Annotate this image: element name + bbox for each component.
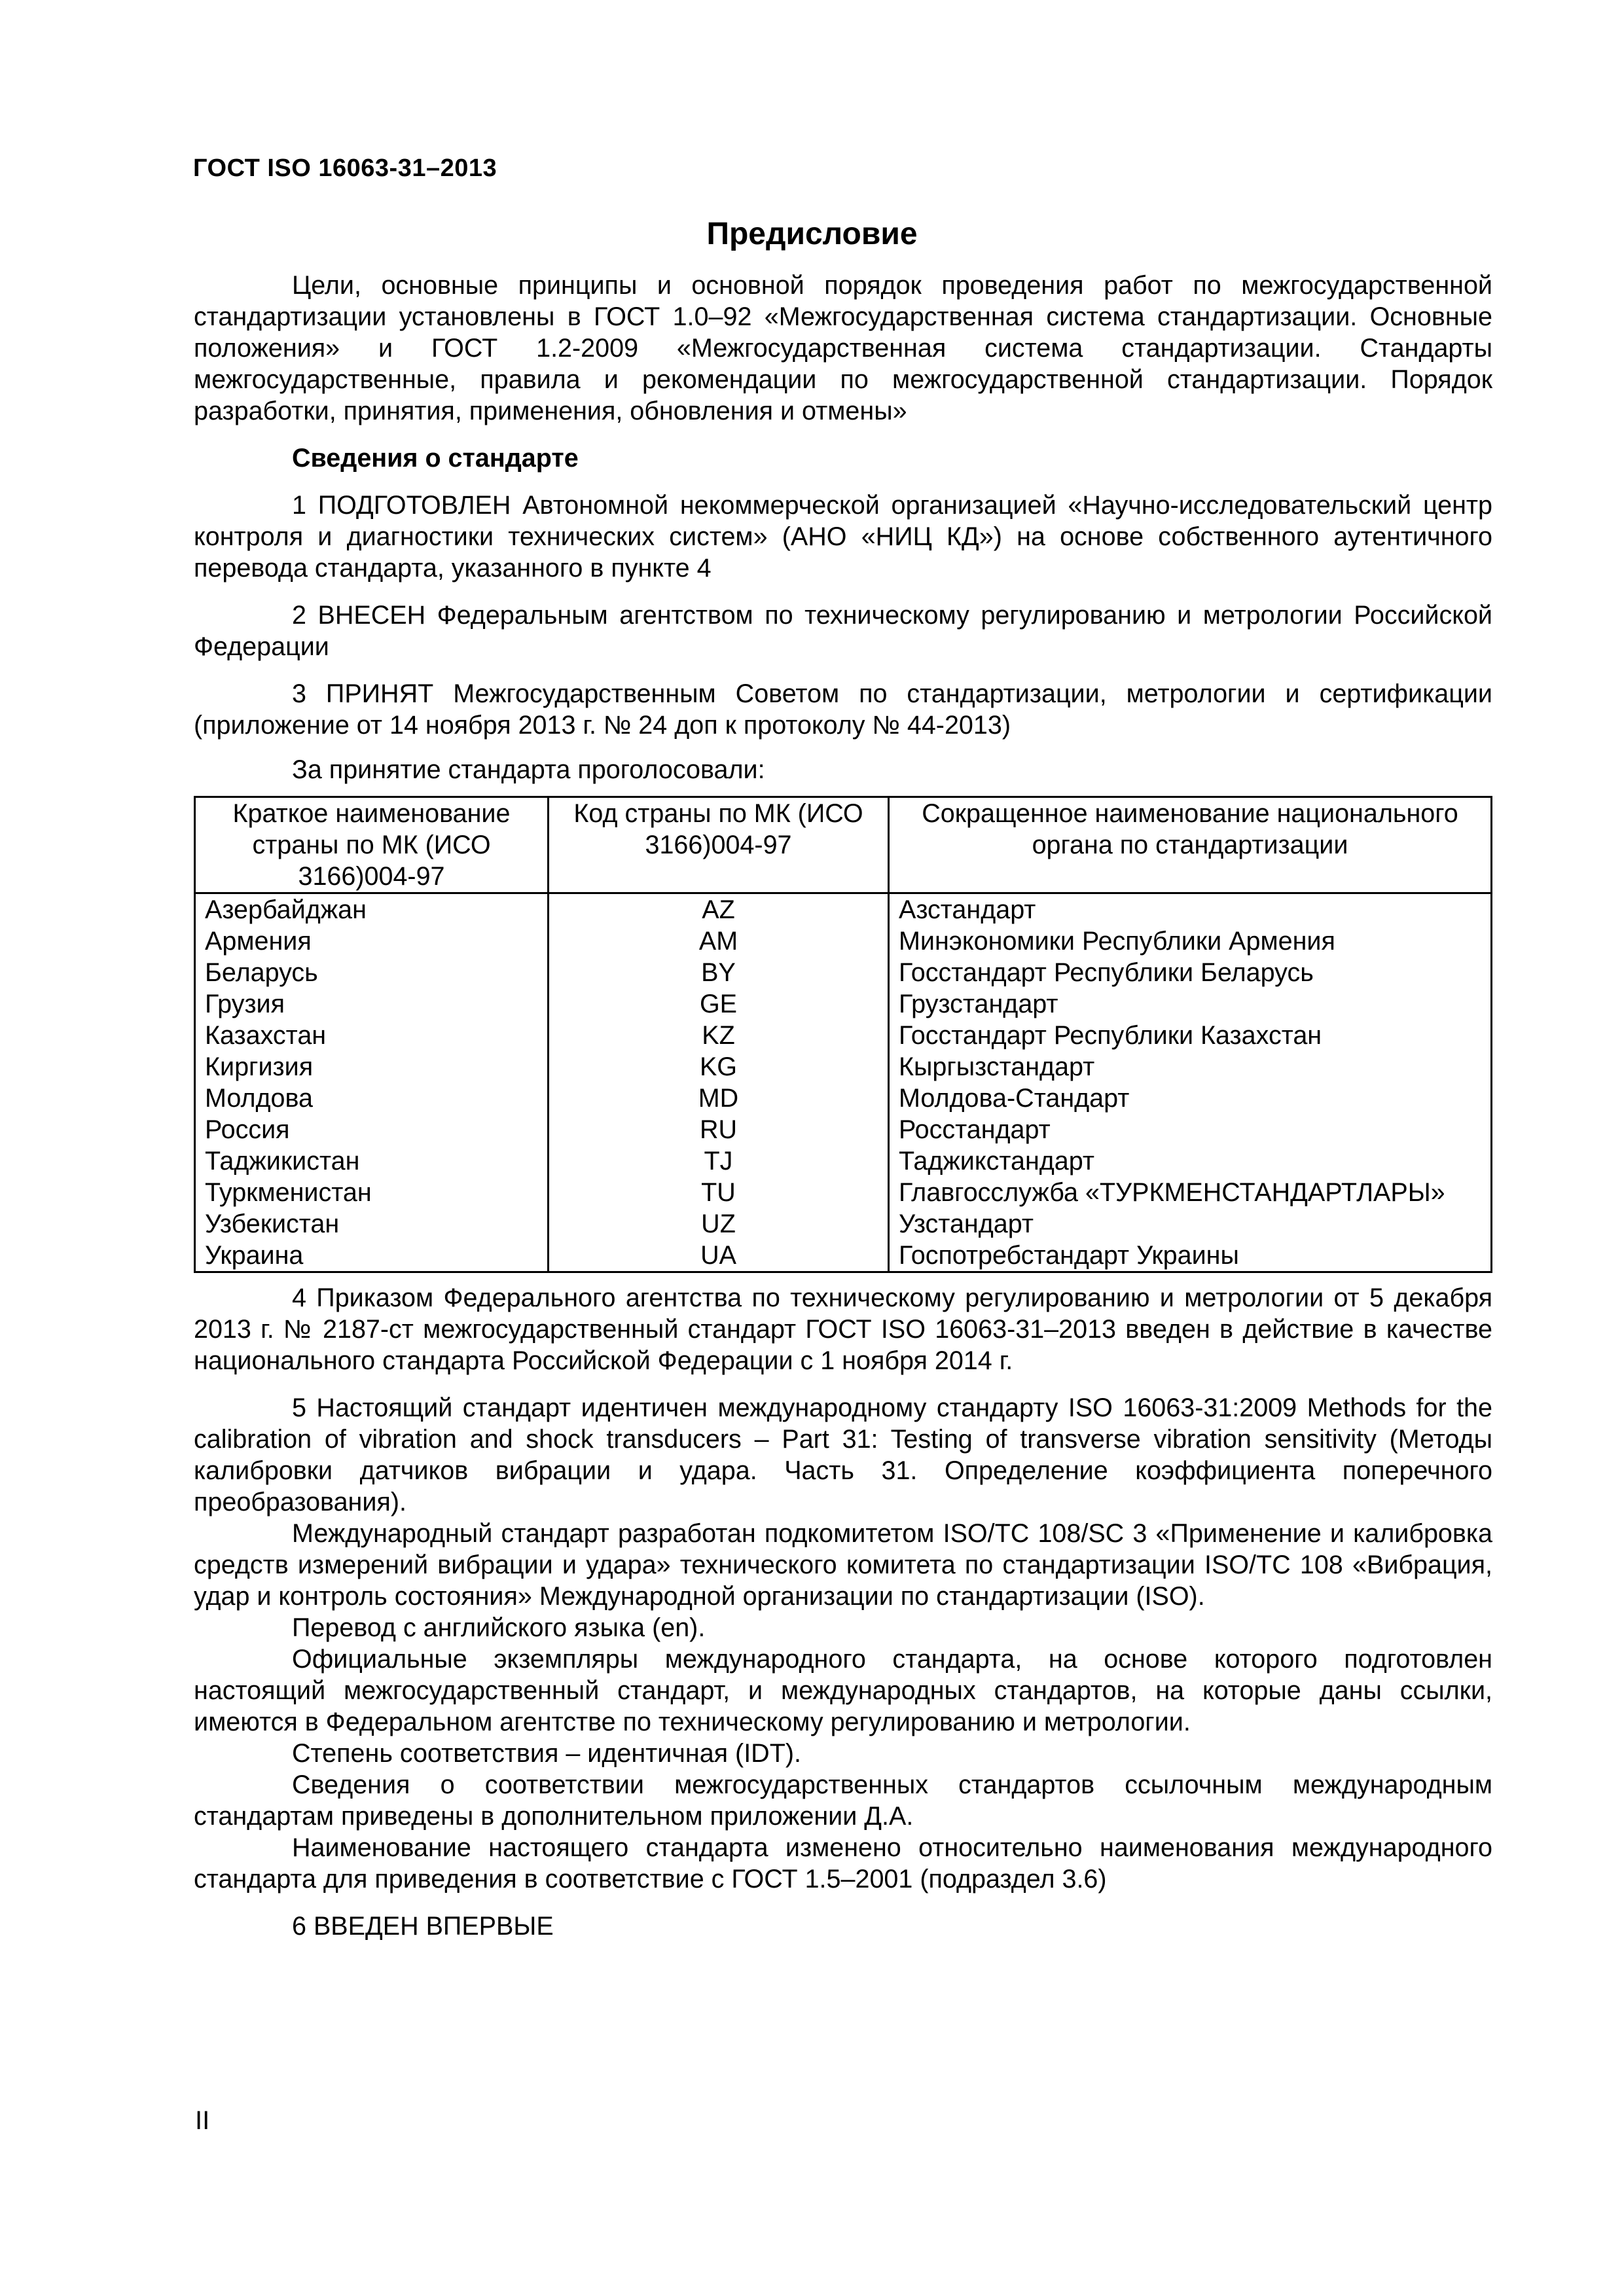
- item-5-name-paragraph: Наименование настоящего стандарта изменено относительно наименования международного стандарта для приведения в соответствие с ГОСТ 1.5–2001 (подраздел 3.6): [194, 1833, 1492, 1893]
- table-row: [195, 1083, 1492, 1114]
- vote-caption: За принятие стандарта проголосовали:: [292, 755, 765, 784]
- table-row: [195, 957, 1492, 988]
- cell-code: GE: [549, 988, 889, 1020]
- table-row: [195, 925, 1492, 957]
- cell-national-body: Азстандарт: [889, 893, 1492, 926]
- cell-country: Узбекистан: [195, 1208, 549, 1240]
- document-code: ГОСТ ISO 16063-31–2013: [193, 154, 497, 182]
- cell-country: Казахстан: [195, 1020, 549, 1051]
- table-row: [195, 988, 1492, 1020]
- cell-code: KZ: [549, 1020, 889, 1051]
- table-row: [195, 893, 1492, 926]
- table-row: [195, 1020, 1492, 1051]
- cell-code: MD: [549, 1083, 889, 1114]
- cell-national-body: Госстандарт Республики Казахстан: [889, 1020, 1492, 1051]
- table-header-row: [195, 797, 1492, 893]
- cell-national-body: Главгосслужба «ТУРКМЕНСТАНДАРТЛАРЫ»: [889, 1177, 1492, 1208]
- cell-country: Туркменистан: [195, 1177, 549, 1208]
- item-5-annex-paragraph: Сведения о соответствии межгосударственных стандартов ссылочным международным стандартам приведены в дополнительном приложении Д.А.: [194, 1770, 1492, 1831]
- cell-code: AM: [549, 925, 889, 957]
- cell-country: Украина: [195, 1240, 549, 1272]
- cell-code: TU: [549, 1177, 889, 1208]
- intro-paragraph: Цели, основные принципы и основной порядок проведения работ по межгосударственной стандартизации установлены в ГОСТ 1.0–92 «Межгосударственная система стандартизации. Основные положения» и ГОСТ 1.2-2009 «Межгосударственная система стандартизации. Стандарты межгосударственные, правила и рекомендации по межгосударственной стандартизации. Порядок разработки, принятия, применения, обновления и отмены»: [194, 271, 1492, 425]
- item-5-developer-paragraph: Международный стандарт разработан подкомитетом ISO/TC 108/SC 3 «Применение и калибровка средств измерений вибрации и удара» технического комитета по стандартизации ISO/TC 108 «Вибрация, удар и контроль состояния» Международной организации по стандартизации (ISO).: [194, 1519, 1492, 1611]
- document-body: [194, 270, 1492, 1942]
- table-row: [195, 1114, 1492, 1145]
- table-row: [195, 1177, 1492, 1208]
- item-6-paragraph: 6 ВВЕДЕН ВПЕРВЫЕ: [292, 1912, 554, 1941]
- table-row: [195, 1240, 1492, 1272]
- item-3-paragraph: 3 ПРИНЯТ Межгосударственным Советом по стандартизации, метрологии и сертификации (приложение от 14 ноября 2013 г. № 24 доп к протоколу № 44-2013): [194, 679, 1492, 740]
- item-5-copies-paragraph: Официальные экземпляры международного стандарта, на основе которого подготовлен настоящий межгосударственный стандарт, и международных стандартов, на которые даны ссылки, имеются в Федеральном агентстве по техническому регулированию и метрологии.: [194, 1645, 1492, 1736]
- cell-national-body: Грузстандарт: [889, 988, 1492, 1020]
- cell-country: Молдова: [195, 1083, 549, 1114]
- cell-code: RU: [549, 1114, 889, 1145]
- cell-country: Таджикистан: [195, 1145, 549, 1177]
- page-number: II: [195, 2106, 210, 2135]
- cell-code: AZ: [549, 893, 889, 926]
- item-2-paragraph: 2 ВНЕСЕН Федеральным агентством по техническому регулированию и метрологии Российской Федерации: [194, 601, 1492, 661]
- cell-national-body: Узстандарт: [889, 1208, 1492, 1240]
- cell-country: Азербайджан: [195, 893, 549, 926]
- cell-code: KG: [549, 1051, 889, 1083]
- header-national-body: Сокращенное наименование национального органа по стандартизации: [889, 797, 1492, 893]
- table-row: [195, 1208, 1492, 1240]
- cell-national-body: Госстандарт Республики Беларусь: [889, 957, 1492, 988]
- cell-country: Грузия: [195, 988, 549, 1020]
- cell-national-body: Кыргызстандарт: [889, 1051, 1492, 1083]
- section-subheading: Сведения о стандарте: [292, 444, 579, 473]
- cell-national-body: Госпотребстандарт Украины: [889, 1240, 1492, 1272]
- cell-national-body: Таджикстандарт: [889, 1145, 1492, 1177]
- cell-code: BY: [549, 957, 889, 988]
- item-1-paragraph: 1 ПОДГОТОВЛЕН Автономной некоммерческой организацией «Научно-исследовательский центр контроля и диагностики технических систем» (АНО «НИЦ КД») на основе собственного аутентичного перевода стандарта, указанного в пункте 4: [194, 491, 1492, 583]
- cell-country: Россия: [195, 1114, 549, 1145]
- table-row: [195, 1051, 1492, 1083]
- cell-national-body: Молдова-Стандарт: [889, 1083, 1492, 1114]
- header-country-code: Код страны по МК (ИСО 3166)004-97: [549, 797, 889, 893]
- item-5-paragraph: 5 Настоящий стандарт идентичен международному стандарту ISO 16063-31:2009 Methods for the calibration of vibration and shock transducers – Part 31: Testing of transverse vibration sensitivity (Методы калибровки датчиков вибрации и удара. Часть 31. Определение коэффициента поперечного преобразования).: [194, 1393, 1492, 1516]
- cell-national-body: Минэкономики Республики Армения: [889, 925, 1492, 957]
- item-5-translation-paragraph: Перевод с английского языка (en).: [292, 1613, 706, 1642]
- cell-country: Киргизия: [195, 1051, 549, 1083]
- page-title: Предисловие: [706, 217, 918, 251]
- cell-code: UA: [549, 1240, 889, 1272]
- item-5-degree-paragraph: Степень соответствия – идентичная (IDT).: [292, 1739, 801, 1768]
- cell-country: Беларусь: [195, 957, 549, 988]
- member-states-table: [194, 796, 1492, 1273]
- cell-code: TJ: [549, 1145, 889, 1177]
- cell-code: UZ: [549, 1208, 889, 1240]
- header-country-name: Краткое наименование страны по МК (ИСО 3166)004-97: [195, 797, 549, 893]
- item-4-paragraph: 4 Приказом Федерального агентства по техническому регулированию и метрологии от 5 декабря 2013 г. № 2187-ст межгосударственный стандарт ГОСТ ISO 16063-31–2013 введен в действие в качестве национального стандарта Российской Федерации с 1 ноября 2014 г.: [194, 1283, 1492, 1375]
- cell-national-body: Росстандарт: [889, 1114, 1492, 1145]
- table-body: [195, 893, 1492, 1272]
- table-row: [195, 1145, 1492, 1177]
- cell-country: Армения: [195, 925, 549, 957]
